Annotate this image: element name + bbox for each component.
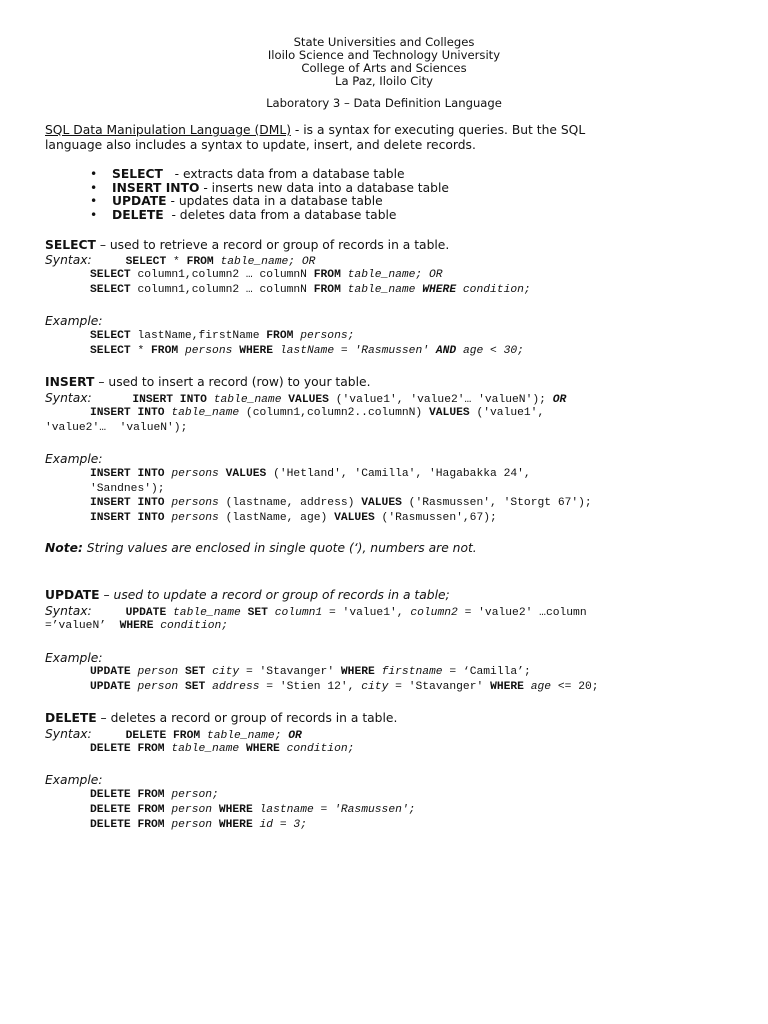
delete-example-label: Example:	[45, 773, 103, 787]
list-item: • UPDATE - updates data in a database table	[112, 195, 449, 209]
select-example-label: Example:	[45, 314, 103, 328]
insert-example-label: Example:	[45, 452, 103, 466]
insert-example-1-cont: 'Sandnes');	[90, 483, 165, 495]
lab-title: Laboratory 3 – Data Definition Language	[266, 96, 502, 110]
delete-example-3: DELETE FROM person WHERE id = 3;	[90, 819, 307, 831]
intro-line-1: SQL Data Manipulation Language (DML) - is a syntax for executing queries. But the SQL	[45, 123, 586, 137]
list-item: • SELECT - extracts data from a database table	[112, 168, 449, 182]
insert-heading: INSERT – used to insert a record (row) to your table.	[45, 375, 371, 389]
college-line: College of Arts and Sciences	[301, 61, 467, 75]
university-system-line: State Universities and Colleges	[293, 35, 475, 49]
location-line: La Paz, Iloilo City	[335, 74, 433, 88]
update-example-label: Example:	[45, 651, 103, 665]
dml-term: SQL Data Manipulation Language (DML)	[45, 123, 292, 137]
insert-example-2: INSERT INTO persons (lastname, address) VALUES ('Rasmussen', 'Storgt 67');	[90, 497, 592, 509]
delete-example-1: DELETE FROM person;	[90, 789, 219, 801]
select-heading: SELECT – used to retrieve a record or group of records in a table.	[45, 238, 450, 252]
list-item: • INSERT INTO - inserts new data into a database table	[112, 182, 449, 196]
list-item: • DELETE - deletes data from a database table	[112, 209, 449, 223]
delete-syntax-line-1: Syntax: DELETE FROM table_name; OR	[45, 727, 302, 742]
update-heading: UPDATE – used to update a record or group of records in a table;	[45, 588, 450, 602]
delete-heading: DELETE – deletes a record or group of records in a table.	[45, 711, 398, 725]
select-syntax-line-3: SELECT column1,column2 … columnN FROM table_name WHERE condition;	[90, 284, 531, 296]
insert-example-1: INSERT INTO persons VALUES ('Hetland', 'Camilla', 'Hagabakka 24',	[90, 468, 531, 480]
insert-syntax-line-3: 'value2'… 'valueN');	[45, 422, 188, 434]
insert-syntax-line-1: Syntax: INSERT INTO table_name VALUES ('value1', 'value2'… 'valueN'); OR	[45, 391, 567, 406]
select-syntax-line-2: SELECT column1,column2 … columnN FROM table_name; OR	[90, 269, 443, 281]
note-line: Note: String values are enclosed in single quote (‘), numbers are not.	[45, 541, 477, 555]
select-syntax-line-1: Syntax: SELECT * FROM table_name; OR	[45, 253, 316, 268]
dml-command-list	[112, 168, 449, 222]
university-name-line: Iloilo Science and Technology University	[267, 48, 501, 62]
delete-example-2: DELETE FROM person WHERE lastname = 'Rasmussen';	[90, 804, 416, 816]
select-example-2: SELECT * FROM persons WHERE lastName = 'Rasmussen' AND age < 30;	[90, 345, 524, 357]
insert-example-3: INSERT INTO persons (lastName, age) VALUES ('Rasmussen',67);	[90, 512, 497, 524]
select-example-1: SELECT lastName,firstName FROM persons;	[90, 330, 355, 342]
update-syntax-line-1: Syntax: UPDATE table_name SET column1 = 'value1', column2 = 'value2' …column	[45, 604, 587, 619]
delete-syntax-line-2: DELETE FROM table_name WHERE condition;	[90, 743, 355, 755]
update-example-1: UPDATE person SET city = 'Stavanger' WHERE firstname = ‘Camilla’;	[90, 666, 531, 678]
insert-syntax-line-2: INSERT INTO table_name (column1,column2..columnN) VALUES ('value1',	[90, 407, 545, 419]
update-syntax-line-2: =’valueN’ WHERE condition;	[45, 620, 229, 632]
update-example-2: UPDATE person SET address = 'Stien 12', city = 'Stavanger' WHERE age <= 20;	[90, 681, 599, 693]
intro-line-2: language also includes a syntax to update, insert, and delete records.	[45, 138, 476, 152]
